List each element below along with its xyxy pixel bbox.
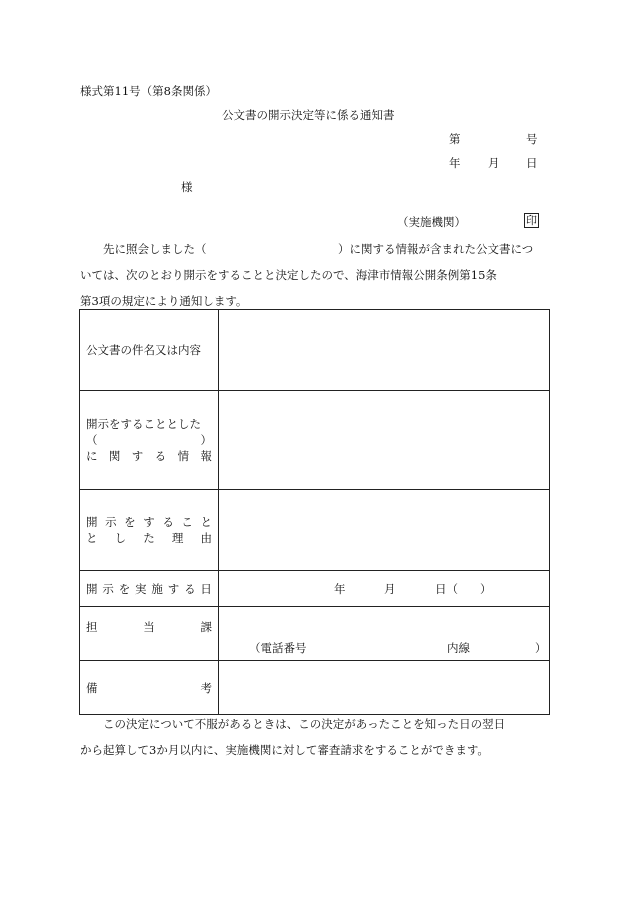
label-char: た — [143, 531, 155, 545]
document-title: 公文書の開示決定等に係る通知書 — [222, 108, 395, 122]
label-char: に — [86, 449, 98, 463]
label-char: る — [184, 581, 196, 596]
label-document-subject: 公文書の件名又は内容 — [80, 310, 219, 391]
disclosure-year: 年 — [334, 582, 346, 596]
value-disclosure-date[interactable] — [219, 571, 550, 607]
label-disclosed-info-line1: 開示をすることとした — [86, 417, 201, 431]
date-month: 月 — [488, 156, 500, 170]
label-char: す — [131, 449, 144, 463]
extension-label: 内線 — [447, 641, 470, 655]
label-char: 開 — [86, 581, 98, 596]
intro-line3: 第3項の規定により通知します。 — [80, 294, 248, 308]
label-char: こ — [181, 515, 193, 529]
table-row-remarks — [80, 661, 550, 715]
label-char: 開 — [86, 515, 98, 529]
label-char: 当 — [143, 619, 155, 634]
label-char: 考 — [200, 680, 212, 695]
value-disclosed-info[interactable] — [219, 391, 550, 490]
label-char: 示 — [105, 515, 117, 529]
label-department — [80, 607, 219, 661]
label-disclosure-reason — [80, 490, 219, 571]
date-year: 年 — [449, 156, 461, 170]
seal-mark: 印 — [526, 214, 537, 227]
label-char: 施 — [151, 581, 163, 596]
disclosure-month: 月 — [384, 582, 396, 596]
footer-line2: から起算して3か月以内に、実施機関に対して審査請求をすることができます。 — [80, 743, 489, 757]
footer-paragraph — [80, 711, 550, 763]
intro-line2: いては、次のとおり開示をすることと決定したので、海津市情報公開条例第15条 — [80, 268, 497, 282]
value-disclosure-reason[interactable] — [219, 490, 550, 571]
footer-line1: この決定について不服があるときは、この決定があったことを知った日の翌日 — [103, 717, 506, 731]
label-char: 備 — [86, 680, 98, 695]
addressee-suffix: 様 — [181, 180, 193, 194]
label-char: 実 — [135, 581, 147, 596]
label-remarks — [80, 661, 219, 715]
label-char: 日 — [200, 581, 212, 596]
label-char: す — [143, 515, 155, 529]
label-char: 担 — [86, 619, 98, 634]
label-char: 理 — [171, 531, 184, 545]
disclosure-weekday-close: ） — [480, 582, 492, 596]
intro-line1-end: ）に関する情報が含まれた公文書につ — [338, 242, 534, 256]
label-char: 報 — [200, 449, 212, 463]
label-char: す — [167, 581, 180, 596]
label-paren-close: ） — [200, 433, 212, 447]
date-day: 日 — [526, 156, 538, 170]
table-row-department — [80, 607, 550, 661]
form-number: 様式第11号（第8条関係） — [80, 84, 217, 98]
label-char: 情 — [177, 449, 190, 463]
phone-number-label: （電話番号 — [249, 641, 307, 655]
label-char: を — [124, 515, 136, 529]
label-paren-open: （ — [86, 433, 98, 447]
label-char: と — [200, 515, 212, 529]
label-char: と — [86, 531, 98, 545]
label-disclosed-info — [80, 391, 219, 490]
intro-line1-start: 先に照会しました（ — [103, 242, 207, 256]
label-disclosure-date — [80, 571, 219, 607]
label-char: 由 — [200, 531, 212, 545]
value-document-subject[interactable] — [219, 310, 550, 391]
document-number-prefix: 第 — [449, 132, 461, 146]
issuer-label: （実施機関） — [397, 215, 466, 229]
label-char: し — [114, 531, 127, 545]
value-department[interactable] — [219, 607, 550, 661]
disclosure-day: 日（ — [435, 582, 458, 596]
label-char: を — [118, 581, 131, 596]
table-row-disclosure-date — [80, 571, 550, 607]
table-row-reason — [80, 490, 550, 571]
label-char: 課 — [200, 619, 212, 634]
label-char: 関 — [108, 449, 121, 463]
table-row-subject — [80, 310, 550, 391]
phone-close-paren: ） — [535, 641, 547, 655]
label-char: る — [162, 515, 174, 529]
document-number-suffix: 号 — [526, 132, 538, 146]
intro-paragraph — [80, 236, 550, 314]
table-row-disclosed-info — [80, 391, 550, 490]
disclosure-table — [79, 309, 550, 715]
label-char: 示 — [102, 581, 114, 596]
label-char: る — [154, 449, 167, 463]
value-remarks[interactable] — [219, 661, 550, 715]
